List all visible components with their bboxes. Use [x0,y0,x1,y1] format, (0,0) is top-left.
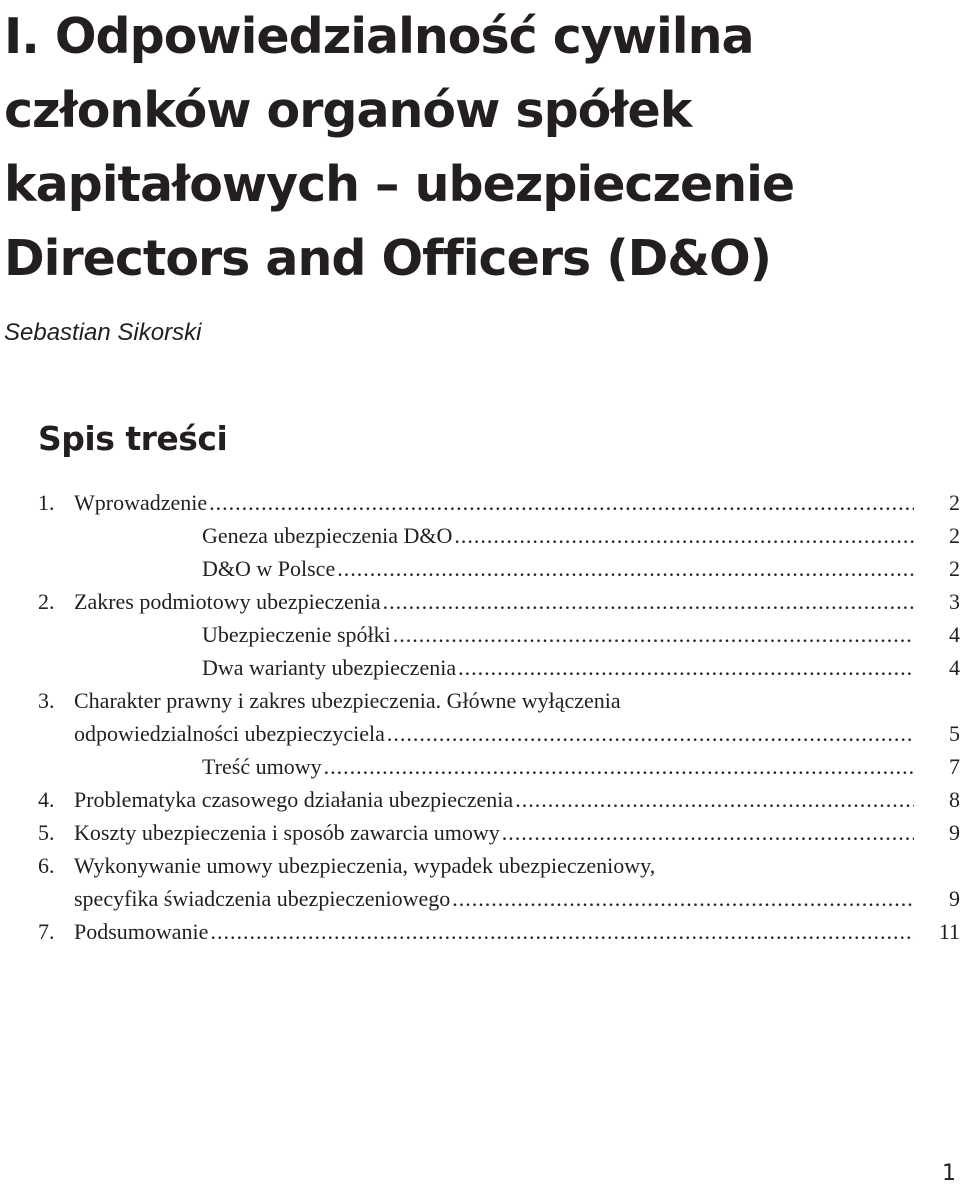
toc-dot-leader [385,717,914,750]
chapter-title-line: Directors and Officers (D&O) [4,230,772,287]
toc-subentry[interactable] [0,552,960,585]
toc-dot-leader [207,486,914,519]
toc-entry-label: Treść umowy [202,754,322,779]
toc-entry[interactable] [0,915,960,948]
toc-heading: Spis treści [38,419,228,458]
toc-dot-leader [391,618,914,651]
toc-entry-page: 2 [949,556,960,581]
toc-dot-leader [208,915,914,948]
toc-dot-leader [456,651,914,684]
toc-subentry[interactable] [0,750,960,783]
toc-entry-page: 4 [949,622,960,647]
chapter-title [4,0,794,296]
toc-entry-label: D&O w Polsce [202,556,336,581]
toc-entry-label: Podsumowanie [74,919,209,944]
toc-entry-continuation[interactable] [0,882,960,915]
toc-entry[interactable] [0,585,960,618]
page-number: 1 [942,1161,956,1186]
toc-dot-leader [335,552,914,585]
toc-entry-number: 7. [38,919,55,944]
toc-subentry[interactable] [0,519,960,552]
toc-entry-number: 2. [38,589,55,614]
table-of-contents [0,486,960,948]
toc-dot-leader [322,750,914,783]
toc-dot-leader [450,882,914,915]
toc-entry-label-line1: Wykonywanie umowy ubezpieczenia, wypadek ubezpieczeniowy, [74,853,656,878]
toc-entry-label: Ubezpieczenie spółki [202,622,391,647]
toc-entry-label: Problematyka czasowego działania ubezpieczenia [74,787,514,812]
toc-entry-number: 3. [38,688,55,713]
toc-entry[interactable] [0,816,960,849]
toc-subentry[interactable] [0,651,960,684]
toc-entry-page: 3 [949,589,960,614]
toc-entry[interactable] [0,849,960,882]
author-name: Sebastian Sikorski [4,319,202,346]
toc-entry-number: 5. [38,820,55,845]
toc-entry-label: specyfika świadczenia ubezpieczeniowego [74,886,451,911]
toc-entry-number: 6. [38,853,55,878]
toc-entry[interactable] [0,783,960,816]
toc-entry-label-line1: Charakter prawny i zakres ubezpieczenia. Główne wyłączenia [74,688,621,713]
toc-dot-leader [381,585,914,618]
toc-dot-leader [500,816,914,849]
toc-entry-page: 9 [949,820,960,845]
toc-dot-leader [452,519,914,552]
toc-entry-page: 2 [949,490,960,515]
chapter-title-line: I. Odpowiedzialność cywilna [4,8,754,65]
toc-entry-page: 8 [949,787,960,812]
toc-entry-continuation[interactable] [0,717,960,750]
toc-entry-page: 9 [949,886,960,911]
toc-entry-label: Dwa warianty ubezpieczenia [202,655,457,680]
toc-entry-page: 5 [949,721,960,746]
chapter-title-line: członków organów spółek [4,82,692,139]
toc-dot-leader [513,783,914,816]
toc-entry-label: Zakres podmiotowy ubezpieczenia [74,589,381,614]
toc-entry-label: Wprowadzenie [74,490,208,515]
toc-entry-number: 1. [38,490,55,515]
toc-subentry[interactable] [0,618,960,651]
toc-entry-label: odpowiedzialności ubezpieczyciela [74,721,385,746]
toc-entry-page: 4 [949,655,960,680]
toc-entry[interactable] [0,684,960,717]
toc-entry[interactable] [0,486,960,519]
toc-entry-page: 11 [938,919,960,944]
toc-entry-label: Koszty ubezpieczenia i sposób zawarcia umowy [74,820,500,845]
chapter-title-line: kapitałowych – ubezpieczenie [4,156,795,213]
toc-entry-page: 7 [949,754,960,779]
toc-entry-label: Geneza ubezpieczenia D&O [202,523,453,548]
toc-entry-number: 4. [38,787,55,812]
toc-entry-page: 2 [949,523,960,548]
